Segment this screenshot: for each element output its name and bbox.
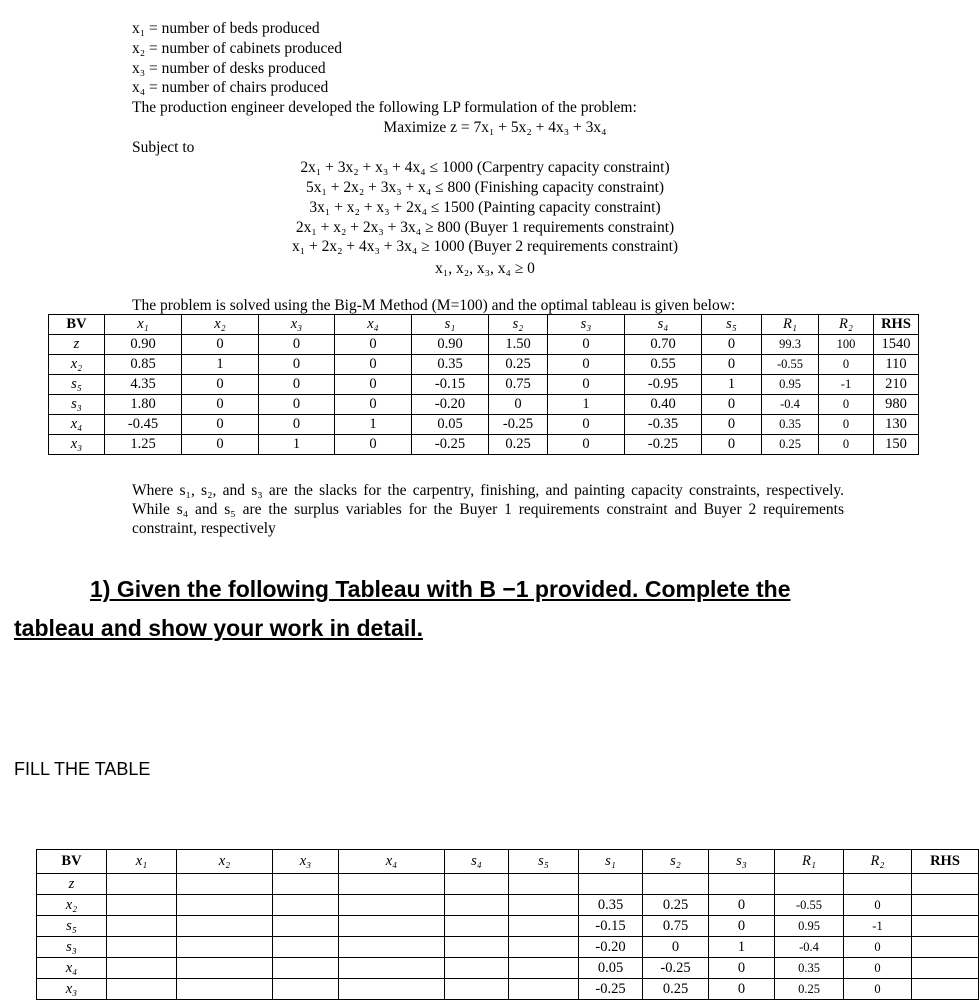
fill-row-z (37, 874, 979, 895)
table-cell: x₄ (49, 415, 105, 435)
table-cell (445, 937, 509, 958)
fill-header-s2: s₂ (643, 850, 709, 874)
header-rhs: RHS (874, 315, 919, 335)
table-cell (107, 874, 177, 895)
table-cell: 130 (874, 415, 919, 435)
table-cell: 0 (259, 375, 335, 395)
table-cell: 0.35 (775, 958, 844, 979)
table-cell: 1.50 (489, 335, 548, 355)
table-cell: 0 (819, 355, 874, 375)
table-cell (445, 916, 509, 937)
table-cell: 0 (335, 395, 412, 415)
header-r2: R₂ (819, 315, 874, 335)
header-r1: R₁ (762, 315, 819, 335)
question-heading-line2: tableau and show your work in detail. (14, 615, 423, 641)
table-cell: 0.95 (762, 375, 819, 395)
fill-header-rhs: RHS (912, 850, 979, 874)
table-cell (912, 916, 979, 937)
table-cell: -0.25 (489, 415, 548, 435)
fill-header-s1: s₁ (579, 850, 643, 874)
table-cell: 0 (182, 375, 259, 395)
table-cell: 210 (874, 375, 919, 395)
question-heading-line1: 1) Given the following Tableau with B −1 provided. Complete the (90, 576, 791, 602)
table-cell: 0 (702, 435, 762, 455)
table-cell: 0 (182, 335, 259, 355)
optimal-tableau (48, 314, 919, 455)
table-cell (509, 895, 579, 916)
table-cell: -0.25 (412, 435, 489, 455)
constraint-carpentry: 2x₁ + 3x₂ + x₃ + 4x₄ ≤ 1000 (Carpentry capacity constraint) (300, 159, 670, 176)
table-cell: x₂ (49, 355, 105, 375)
table-cell (445, 979, 509, 1000)
table-cell: 0 (548, 415, 625, 435)
table-cell: -1 (819, 375, 874, 395)
table-cell: 0 (335, 335, 412, 355)
table-cell (445, 895, 509, 916)
table-cell: -0.25 (643, 958, 709, 979)
table-cell: 0 (643, 937, 709, 958)
table-cell: -1 (844, 916, 912, 937)
header-s4: s₄ (625, 315, 702, 335)
table-cell: 0 (819, 435, 874, 455)
table-cell (107, 895, 177, 916)
constraint-painting: 3x₁ + x₂ + x₃ + 2x₄ ≤ 1500 (Painting capacity constraint) (309, 199, 661, 216)
table-cell (339, 958, 445, 979)
table-cell: 1 (702, 375, 762, 395)
table-cell (177, 979, 273, 1000)
fill-header-x1: x₁ (107, 850, 177, 874)
table-cell: z (37, 874, 107, 895)
table-cell (339, 937, 445, 958)
table-cell: 0 (709, 895, 775, 916)
fill-header-s4: s₄ (445, 850, 509, 874)
table-cell: s₃ (49, 395, 105, 415)
optimal-row-s5 (49, 375, 919, 395)
table-cell: x₂ (37, 895, 107, 916)
table-cell: -0.95 (625, 375, 702, 395)
table-cell: 0.05 (412, 415, 489, 435)
table-cell: -0.25 (579, 979, 643, 1000)
fill-header-bv: BV (37, 850, 107, 874)
table-cell (177, 937, 273, 958)
table-cell: 99.3 (762, 335, 819, 355)
optimal-header-row (49, 315, 919, 335)
table-cell: 0 (182, 435, 259, 455)
table-cell (273, 937, 339, 958)
table-cell (177, 895, 273, 916)
table-cell: 0 (548, 335, 625, 355)
table-cell (509, 874, 579, 895)
table-cell: 0 (702, 355, 762, 375)
table-cell: 0.95 (775, 916, 844, 937)
table-cell: 0 (702, 415, 762, 435)
table-cell: 0.25 (762, 435, 819, 455)
table-cell (579, 874, 643, 895)
table-cell (339, 916, 445, 937)
table-cell: 1 (259, 435, 335, 455)
table-cell: 0 (844, 895, 912, 916)
header-s1: s₁ (412, 315, 489, 335)
fill-header-s3: s₃ (709, 850, 775, 874)
table-cell: 0.35 (412, 355, 489, 375)
table-cell: 150 (874, 435, 919, 455)
definition-x1: x₁ = number of beds produced (132, 20, 320, 37)
table-cell: 0.75 (643, 916, 709, 937)
table-cell (775, 874, 844, 895)
table-cell (273, 874, 339, 895)
table-cell: -0.25 (625, 435, 702, 455)
table-cell: 0.75 (489, 375, 548, 395)
table-cell: 1 (548, 395, 625, 415)
table-cell (273, 979, 339, 1000)
fill-row-s5 (37, 916, 979, 937)
fill-header-r2: R₂ (844, 850, 912, 874)
table-cell: -0.55 (762, 355, 819, 375)
table-cell: 1.80 (105, 395, 182, 415)
table-cell: 0.25 (489, 435, 548, 455)
table-cell: 0.05 (579, 958, 643, 979)
header-bv: BV (49, 315, 105, 335)
fill-header-row (37, 850, 979, 874)
fill-table-label: FILL THE TABLE (14, 759, 151, 779)
table-cell (912, 874, 979, 895)
table-cell: 0.25 (643, 895, 709, 916)
where-paragraph: Where s₁, s₂, and s₃ are the slacks for the carpentry, finishing, and painting capacity constraints, respectively. While s₄ and s₅ are the surplus variables for the Buyer 1 requirements constraint and Buyer 2 requirements constraint, respectively (132, 482, 844, 537)
table-cell: 0 (819, 395, 874, 415)
table-cell: 1 (335, 415, 412, 435)
header-s3: s₃ (548, 315, 625, 335)
table-cell: 0 (182, 395, 259, 415)
table-cell: -0.15 (579, 916, 643, 937)
definition-x2: x₂ = number of cabinets produced (132, 40, 342, 57)
table-cell: -0.35 (625, 415, 702, 435)
table-cell: 0.40 (625, 395, 702, 415)
fill-row-x4 (37, 958, 979, 979)
table-cell: 0 (259, 415, 335, 435)
table-cell: 0.90 (412, 335, 489, 355)
table-cell: x₄ (37, 958, 107, 979)
table-cell (912, 958, 979, 979)
table-cell: 0 (335, 355, 412, 375)
table-cell (107, 958, 177, 979)
table-cell: s₅ (37, 916, 107, 937)
table-cell (339, 874, 445, 895)
table-cell: 0 (702, 335, 762, 355)
header-s5: s₅ (702, 315, 762, 335)
table-cell: 980 (874, 395, 919, 415)
table-cell: 0.35 (579, 895, 643, 916)
table-cell: 0 (702, 395, 762, 415)
table-cell (445, 958, 509, 979)
table-cell (273, 895, 339, 916)
table-cell (107, 937, 177, 958)
table-cell (339, 895, 445, 916)
optimal-row-s3 (49, 395, 919, 415)
table-cell: 0 (489, 395, 548, 415)
fill-header-x2: x₂ (177, 850, 273, 874)
table-cell: 4.35 (105, 375, 182, 395)
table-cell: 0 (548, 375, 625, 395)
solved-text: The problem is solved using the Big-M Method (M=100) and the optimal tableau is given below: (132, 297, 736, 314)
table-cell (273, 916, 339, 937)
table-cell: 0.55 (625, 355, 702, 375)
table-cell: 1 (709, 937, 775, 958)
table-cell: x₃ (37, 979, 107, 1000)
table-cell: 0.85 (105, 355, 182, 375)
header-x2: x₂ (182, 315, 259, 335)
table-cell: 0.25 (775, 979, 844, 1000)
table-cell: 0 (819, 415, 874, 435)
table-cell (177, 916, 273, 937)
table-cell: 110 (874, 355, 919, 375)
table-cell: -0.4 (775, 937, 844, 958)
table-cell: -0.55 (775, 895, 844, 916)
table-cell: 0.70 (625, 335, 702, 355)
table-cell: -0.20 (579, 937, 643, 958)
table-cell: 1 (182, 355, 259, 375)
table-cell: 0.90 (105, 335, 182, 355)
definition-x3: x₃ = number of desks produced (132, 60, 326, 77)
header-x1: x₁ (105, 315, 182, 335)
table-cell: -0.4 (762, 395, 819, 415)
header-x4: x₄ (335, 315, 412, 335)
constraint-nonnegativity: x₁, x₂, x₃, x₄ ≥ 0 (435, 260, 535, 277)
objective-function: Maximize z = 7x₁ + 5x₂ + 4x₃ + 3x₄ (383, 119, 607, 136)
fill-tableau (36, 849, 979, 1000)
table-cell: 0 (259, 335, 335, 355)
table-cell: 0 (259, 355, 335, 375)
table-cell (339, 979, 445, 1000)
table-cell (509, 916, 579, 937)
table-cell: -0.15 (412, 375, 489, 395)
table-cell: 0.35 (762, 415, 819, 435)
table-cell (107, 916, 177, 937)
table-cell: 0.25 (643, 979, 709, 1000)
table-cell: -0.20 (412, 395, 489, 415)
table-cell: -0.45 (105, 415, 182, 435)
optimal-row-x4 (49, 415, 919, 435)
table-cell: 0 (844, 979, 912, 1000)
fill-header-x3: x₃ (273, 850, 339, 874)
table-cell (509, 958, 579, 979)
constraint-finishing: 5x₁ + 2x₂ + 3x₃ + x₄ ≤ 800 (Finishing capacity constraint) (305, 179, 665, 196)
header-s2: s₂ (489, 315, 548, 335)
fill-row-x3 (37, 979, 979, 1000)
table-cell: 0 (335, 435, 412, 455)
table-cell (509, 937, 579, 958)
table-cell (643, 874, 709, 895)
table-cell (273, 958, 339, 979)
table-cell: 0 (548, 435, 625, 455)
table-cell: 0 (844, 937, 912, 958)
table-cell (509, 979, 579, 1000)
table-cell (177, 958, 273, 979)
table-cell: 0 (548, 355, 625, 375)
subject-to-label: Subject to (132, 139, 195, 156)
header-x3: x₃ (259, 315, 335, 335)
table-cell: 0 (259, 395, 335, 415)
table-cell: s₃ (37, 937, 107, 958)
table-cell (709, 874, 775, 895)
fill-header-x4: x₄ (339, 850, 445, 874)
table-cell (107, 979, 177, 1000)
table-cell (912, 937, 979, 958)
table-cell: s₅ (49, 375, 105, 395)
table-cell: 0 (182, 415, 259, 435)
table-cell: 1.25 (105, 435, 182, 455)
fill-header-r1: R₁ (775, 850, 844, 874)
constraint-buyer2: x₁ + 2x₂ + 4x₃ + 3x₄ ≥ 1000 (Buyer 2 requirements constraint) (291, 238, 679, 255)
table-cell: 0 (709, 916, 775, 937)
table-cell: x₃ (49, 435, 105, 455)
table-cell (912, 979, 979, 1000)
fill-header-s5: s₅ (509, 850, 579, 874)
constraint-buyer1: 2x₁ + x₂ + 2x₃ + 3x₄ ≥ 800 (Buyer 1 requirements constraint) (295, 219, 675, 236)
table-cell: 0 (335, 375, 412, 395)
optimal-row-z (49, 335, 919, 355)
optimal-row-x2 (49, 355, 919, 375)
table-cell: 0 (709, 958, 775, 979)
intro-text: The production engineer developed the following LP formulation of the problem: (132, 99, 637, 116)
table-cell (844, 874, 912, 895)
table-cell (445, 874, 509, 895)
optimal-row-x3 (49, 435, 919, 455)
table-cell: 0 (709, 979, 775, 1000)
definition-x4: x₄ = number of chairs produced (132, 79, 329, 96)
table-cell: z (49, 335, 105, 355)
table-cell (912, 895, 979, 916)
table-cell: 100 (819, 335, 874, 355)
table-cell: 0 (844, 958, 912, 979)
fill-row-s3 (37, 937, 979, 958)
table-cell (177, 874, 273, 895)
table-cell: 1540 (874, 335, 919, 355)
fill-row-x2 (37, 895, 979, 916)
table-cell: 0.25 (489, 355, 548, 375)
